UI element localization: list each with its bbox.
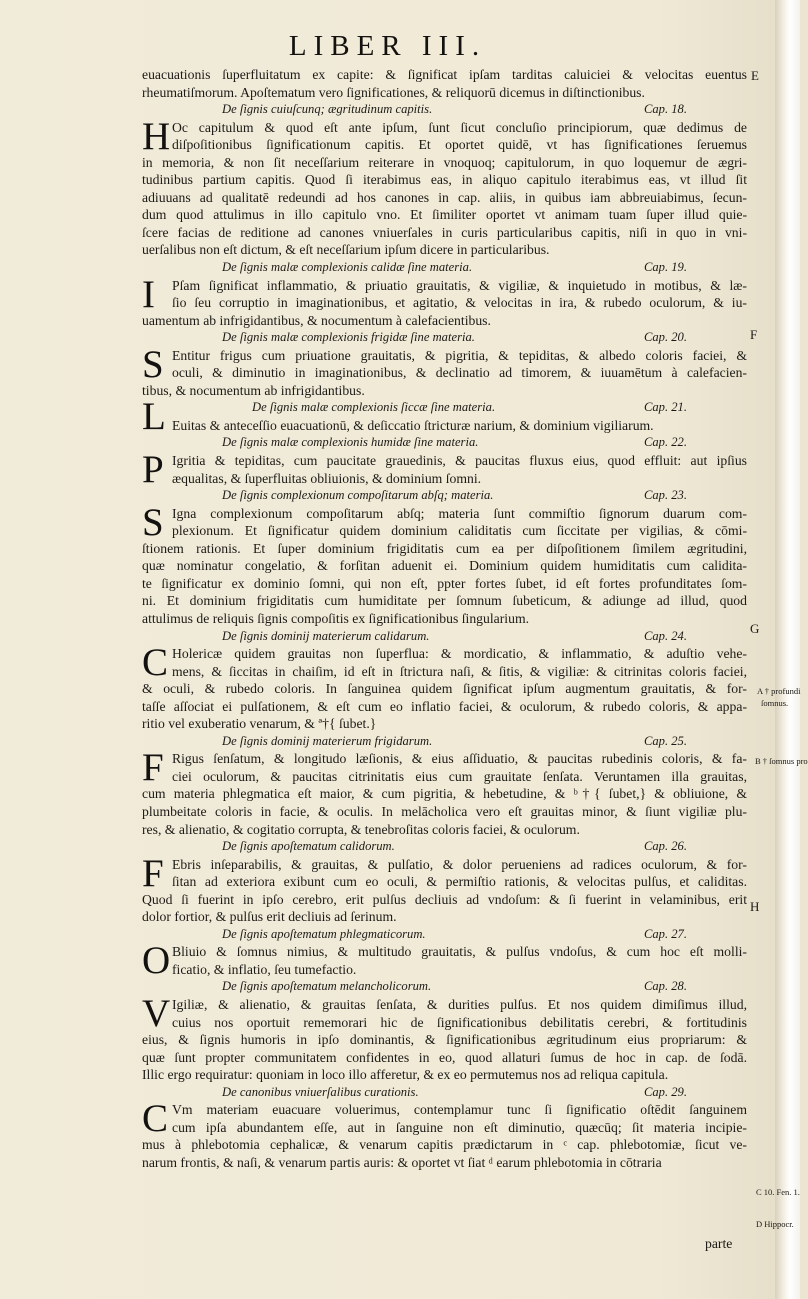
drop-initial: F bbox=[142, 851, 164, 895]
page-edge bbox=[775, 0, 800, 1299]
text-line: Igna complexionum compoſitarum abſq; materia ſunt commiſtio ſignorum duarum com- bbox=[172, 505, 747, 521]
text-line: res, & alienatio, & cogitatio corrupta, & tenebroſitas coloris faciei, & oculorum. bbox=[142, 821, 580, 837]
paragraph bbox=[142, 1097, 747, 1171]
text-line: æqualitas, & ſuperfluitas obliuionis, & dominium ſomni. bbox=[172, 470, 482, 486]
section-heading bbox=[142, 838, 747, 856]
heading-title: De ſignis apoſtematum phlegmaticorum. bbox=[222, 926, 426, 941]
text-line: quæ ſunt propter communitatem confidentes in eo, quod allaturi ſumus de hoc in cap. de ſodā. bbox=[142, 1049, 747, 1065]
running-header: LIBER III. bbox=[288, 30, 487, 62]
paragraph bbox=[142, 991, 747, 1084]
chapter-number: Cap. 21. bbox=[643, 400, 687, 415]
heading-title: De canonibus vniuerſalibus curationis. bbox=[222, 1084, 419, 1099]
paragraph bbox=[142, 395, 747, 439]
text-line: adiuuans ad qualitatē redeundi ad hos canones in cap. aliis, in quibus iam abbreuiabimus, ſecun- bbox=[142, 189, 747, 205]
text-line: te ſignificatur ex dominio ſomni, qui non eſt, ppter fortes ſubet, id eſt fortes profunditates ſom- bbox=[142, 575, 747, 591]
text-line: ſcere facias de reditione ad canones vniuerſales in curis particularibus capitis, niſi in quo in vni- bbox=[142, 224, 747, 240]
text-line: Igiliæ, & alienatio, & grauitas ſenſata, & durities pulſus. Et nos quidem dimiſimus illud, bbox=[172, 996, 747, 1012]
margin-note-b: B † ſomnus pro bbox=[755, 756, 808, 766]
section-heading bbox=[142, 259, 747, 277]
text-line: plexionum. Et ſignificatur quidem dominium caliditatis cum ſiccitate per vigilias, & cōmi- bbox=[172, 523, 747, 539]
text-line: Vm materiam euacuare voluerimus, contemplamur tunc ſi ſignificatio oſtēdit ſanguinem bbox=[172, 1102, 747, 1118]
heading-title: De ſignis dominij materierum calidarum. bbox=[222, 628, 430, 643]
paragraph bbox=[142, 114, 747, 259]
text-line: rheumatiſmorum. Apoſtematum vero ſignificationes, & reliquorū dicemus in diſtinctionibus. bbox=[142, 84, 645, 100]
paragraph bbox=[142, 746, 747, 838]
drop-initial: H bbox=[142, 114, 171, 158]
text-line: in memoria, & non ſit neceſſarium reiterare in vnoquoq; capitulorum, in quo loquemur de ægri- bbox=[142, 154, 747, 170]
chapter-number: Cap. 24. bbox=[643, 628, 687, 643]
text-line: ni. Et dominium frigiditatis cum humiditate per ſomnum ſubeticum, & adiunge ad illud, quod bbox=[142, 593, 747, 609]
chapter-number: Cap. 26. bbox=[643, 839, 687, 854]
heading-title: De ſignis malæ complexionis calidæ ſine materia. bbox=[222, 260, 473, 275]
text-line: narum frontis, & naſi, & venarum partis auris: & oportet vt ſiat ᵈ earum phlebotomia in cōtraria bbox=[142, 1154, 662, 1170]
margin-note-c: C 10. Fen. 1. bbox=[756, 1187, 800, 1197]
paragraph bbox=[142, 448, 747, 492]
heading-title: De ſignis apoſtematum calidorum. bbox=[222, 839, 395, 854]
margin-note-a: A † profundi bbox=[757, 686, 801, 696]
paragraph bbox=[142, 851, 747, 926]
text-line: cuius nos oportuit rememorari hic de ſignificationibus debilitatis cerebri, & fortitudinis bbox=[172, 1014, 747, 1030]
chapter-number: Cap. 20. bbox=[643, 330, 687, 345]
text-line: Euitas & anteceſſio euacuationū, & deſiccatio ſtricturæ narium, & dominium vigiliarum. bbox=[172, 417, 654, 433]
text-line: uamentum ab infrigidantibus, & nocumentum à calefacientibus. bbox=[142, 312, 491, 328]
text-line: quæ nominatur congelatio, & forſitan aduenit ei. Dominium quidem humiditatis cum calidita- bbox=[142, 558, 747, 574]
text-line: Rigus ſenſatum, & longitudo læſionis, & eius aſſiduatio, & paucitas rubedinis coloris, & fa- bbox=[172, 751, 747, 767]
heading-title: De ſignis cuiuſcunq; ægritudinum capitis. bbox=[222, 102, 433, 117]
text-line: Entitur frigus cum priuatione grauitatis, & pigritia, & tepiditas, & albedo coloris faciei, & bbox=[172, 347, 747, 363]
text-line: taſſe aſſociat ei pulſationem, & eſt cum eo inflatio faciei, & oculorum, & rubedo coloris, & appa- bbox=[142, 698, 747, 714]
heading-title: De ſignis malæ complexionis humidæ ſine materia. bbox=[222, 435, 479, 450]
drop-initial: O bbox=[142, 939, 171, 983]
section-heading bbox=[142, 101, 747, 119]
text-line: uerſalibus non eſt dictum, & eſt neceſſarium ipſum dicere in particularibus. bbox=[142, 242, 550, 258]
text-line: mens, & ſiccitas in chaiſim, id eſt in ſtrictura naſi, & ſitis, & vigiliæ: & citrinitas coloris faciei, bbox=[172, 663, 747, 679]
text-line: cum ipſa abundantem eſſe, aut in ſanguine non eſt diminutio, quæcūq; ſit materia incipie- bbox=[172, 1119, 747, 1135]
text-line: diſpoſitionibus ſignificationum capitis. Et oportet quidē, vt has ſignificationes ſeruemus bbox=[172, 137, 747, 153]
text-line: euacuationis ſuperfluitatum ex capite: & ſignificat ipſam tarditas caluiciei & velocitas euentus bbox=[142, 67, 747, 82]
chapter-number: Cap. 25. bbox=[643, 733, 687, 748]
text-line: Illic ergo requiratur: quoniam in loco illo afferetur, & ex eo permutemus nos ad reliqua capitula. bbox=[142, 1067, 669, 1083]
margin-letter-h: H bbox=[750, 899, 760, 914]
text-line: ficatio, & inflatio, ſeu tumefactio. bbox=[172, 961, 357, 977]
chapter-number: Cap. 23. bbox=[643, 488, 687, 503]
text-line: ciei oculorum, & paucitas citrinitatis eius cum grauitate ſenſata. Veruntamen illa grauitas, bbox=[172, 768, 747, 784]
text-line: Oc capitulum & quod eſt ante ipſum, ſunt ſicut concluſio principiorum, quæ dedimus de bbox=[172, 119, 747, 135]
drop-initial: C bbox=[142, 641, 169, 685]
margin-letter-g: G bbox=[750, 621, 760, 636]
heading-title: De ſignis apoſtematum melancholicorum. bbox=[222, 979, 432, 994]
section-heading bbox=[142, 733, 747, 751]
text-line: ſitan ad exteriora exibunt cum eo oculi, & permiſtio rationis, & velocitas pulſus, et caliditas. bbox=[172, 874, 747, 890]
text-line: Holericæ quidem grauitas non ſuperflua: & mordicatio, & inflammatio, & aduſtio vehe- bbox=[172, 646, 747, 662]
margin-letter-e: E bbox=[751, 68, 759, 83]
text-line: tudinibus partium capitis. Quod ſi iterabimus eas, in aliquo capitulo iterabimus eas, vt illud ſit bbox=[142, 172, 747, 188]
catchword: parte bbox=[705, 1236, 733, 1251]
drop-initial: P bbox=[142, 448, 164, 492]
heading-title: De ſignis complexionum compoſitarum abſq; materia. bbox=[222, 488, 494, 503]
margin-letter-f: F bbox=[750, 327, 758, 342]
text-line: Quod ſi fuerint in ipſo cerebro, erit pulſus decliuis ad vndoſum: & ſi fuerint in velaminibus, erit bbox=[142, 891, 747, 907]
heading-title: De ſignis malæ complexionis frigidæ ſine materia. bbox=[222, 330, 475, 345]
section-heading bbox=[142, 329, 747, 347]
text-line: ſtionem rationis. Et ſuper dominium frigiditatis cum ea per diſpoſitionem ſimilem ægritudini, bbox=[142, 540, 747, 556]
text-line: Pſam ſignificat inflammatio, & priuatio grauitatis, & vigiliæ, & inquietudo in motibus, & læ- bbox=[172, 277, 747, 293]
text-line: oculi, & diminutio in imaginationibus, & declinatio ad timorem, & iuuamētum à calefacien- bbox=[172, 365, 747, 381]
heading-title: De ſignis malæ complexionis ſiccæ ſine materia. bbox=[252, 400, 496, 415]
text-line: attulimus de reliquis ſignis compoſitis ex ſignificationibus ſingularium. bbox=[142, 610, 530, 626]
text-line: eius, & ſignis humoris in ipſo dominantis, & ſignificationibus ægritudinum eius propriarum: & bbox=[142, 1032, 747, 1048]
text-line: Igritia & tepiditas, cum paucitate grauedinis, & paucitas fluxus eius, quod effluit: aut ipſius bbox=[172, 453, 747, 469]
drop-initial: F bbox=[142, 746, 164, 790]
text-line: dum quod attulimus in illo capitulo vno. Et ſimiliter oportet vt animam tuam ſuper illud quie- bbox=[142, 207, 747, 223]
text-line: tibus, & nocumentum ab infrigidantibus. bbox=[142, 382, 365, 398]
section-heading bbox=[142, 1084, 747, 1102]
drop-initial: L bbox=[142, 395, 166, 439]
margin-note-a-cont: ſomnus. bbox=[761, 698, 789, 708]
section-heading bbox=[142, 399, 747, 417]
section-heading bbox=[142, 628, 747, 646]
chapter-number: Cap. 18. bbox=[643, 102, 687, 117]
chapter-number: Cap. 29. bbox=[643, 1084, 687, 1099]
text-line: & oculi, & rubedo coloris. In ſanguinea quidem ſignificat ipſum augmentum grauitatis, & for- bbox=[142, 681, 747, 697]
section-heading bbox=[142, 487, 747, 505]
text-line: mus à phlebotomia cephalicæ, & venarum capitis prædictarum in ᶜ cap. phlebotomiæ, ſicut ve- bbox=[142, 1137, 747, 1153]
paragraph bbox=[142, 939, 747, 983]
text-line: ſio ſeu corruptio in imaginationibus, et agitatio, & velocitas in ira, & rubedo oculorum, & iu- bbox=[172, 295, 747, 311]
drop-initial: I bbox=[142, 272, 155, 316]
margin-note-d: D Hippocr. bbox=[756, 1219, 794, 1229]
drop-initial: V bbox=[142, 991, 171, 1035]
text-line: Ebris inſeparabilis, & grauitas, & pulſatio, & dolor perueniens ad radices oculorum, & for- bbox=[172, 856, 747, 872]
paragraph bbox=[142, 641, 747, 733]
text-line: Bliuio & ſomnus nimius, & multitudo grauitatis, & pulſus vndoſus, & cum hoc eſt molli- bbox=[172, 944, 747, 960]
text-line: dolor fortior, & pulſus erit decliuis ad ſerinum. bbox=[142, 909, 397, 925]
paragraph bbox=[142, 272, 747, 330]
section-heading bbox=[142, 926, 747, 944]
section-heading bbox=[142, 434, 747, 452]
paragraph bbox=[142, 342, 747, 400]
text-body bbox=[142, 66, 747, 1171]
section-heading bbox=[142, 978, 747, 996]
drop-initial: S bbox=[142, 342, 164, 386]
heading-title: De ſignis dominij materierum frigidarum. bbox=[222, 733, 433, 748]
drop-initial: C bbox=[142, 1097, 169, 1141]
chapter-number: Cap. 28. bbox=[643, 979, 687, 994]
text-line: ritio vel exuberatio venarum, & ª†{ ſubet.} bbox=[142, 716, 377, 732]
chapter-number: Cap. 19. bbox=[643, 260, 687, 275]
text-line: plumbeitate coloris in facie, & oculis. In melācholica vero eſt grauitas minor, & ſiunt vigiliæ plu- bbox=[142, 803, 747, 819]
chapter-number: Cap. 22. bbox=[643, 435, 687, 450]
drop-initial: S bbox=[142, 500, 164, 544]
text-line: cum materia phlegmatica eſt maior, & cum pigritia, & hebetudine, & ᵇ†{ ſubet,} & obliuione, & bbox=[142, 786, 747, 802]
paragraph bbox=[142, 500, 747, 628]
chapter-number: Cap. 27. bbox=[643, 926, 687, 941]
